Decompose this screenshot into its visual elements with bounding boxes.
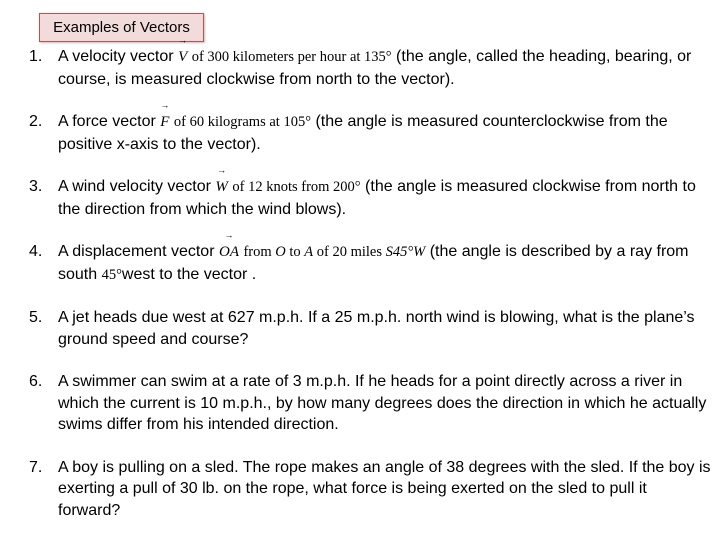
item-text [58, 100, 713, 155]
list-item [29, 371, 713, 436]
item-number: 1. [29, 48, 43, 65]
item-note: (the angle is measured counterclockwise from the positive x-axis to the vector). [58, 113, 668, 153]
angle-value: 45° [101, 266, 122, 283]
vector-symbol: → W [215, 165, 228, 195]
vector-description: of 300 kilometers per hour at 135° [191, 49, 392, 65]
math-word: of 20 miles [316, 244, 382, 260]
item-note: (the angle is described by a ray from south [58, 243, 689, 283]
vector-description: of 12 knots from 200° [232, 179, 361, 195]
item-number: 5. [29, 309, 43, 326]
examples-list [29, 35, 713, 542]
item-note: (the angle, called the heading, bearing, or course, is measured clockwise from north to the vector). [58, 48, 692, 88]
item-text: A boy is pulling on a sled. The rope makes an angle of 38 degrees with the sled. If the boy is exerting a pull of 30 lb. on the rope, what force is being exerted on the sled to pull it forward? [58, 458, 711, 519]
vector-letter: OA [218, 244, 239, 260]
list-item [29, 457, 713, 522]
vector-description: of 60 kilograms at 105° [173, 114, 311, 130]
item-number: 6. [29, 373, 43, 390]
item-text: A swimmer can swim at a rate of 3 m.p.h. If he heads for a point directly across a river in which the current is 10 m.p.h., by how many degrees does the direction in which he actually swims differ from his intended direction. [58, 373, 707, 433]
item-text [58, 35, 713, 90]
vector-letter: F [160, 114, 170, 130]
item-number: 7. [29, 458, 43, 476]
math-word: to [289, 244, 301, 260]
math-point: O [275, 244, 286, 260]
list-item [29, 230, 713, 286]
math-word: from [243, 244, 272, 260]
vector-letter: V [178, 49, 188, 65]
item-text [58, 165, 713, 220]
math-point: A [304, 244, 314, 260]
slide-title: Examples of Vectors [39, 13, 204, 42]
item-note: (the angle is measured clockwise from north to the direction from which the wind blows). [58, 178, 696, 218]
list-item [29, 35, 713, 90]
item-lead: A displacement vector [58, 243, 215, 260]
item-text [58, 230, 713, 286]
list-item [29, 165, 713, 220]
item-number: 2. [29, 113, 43, 130]
list-item [29, 307, 713, 350]
vector-symbol: → F [160, 100, 170, 130]
item-note-end: west to the vector . [121, 265, 257, 283]
item-lead: A velocity vector [58, 48, 174, 65]
vector-letter: W [215, 179, 228, 195]
vector-symbol: → V [178, 35, 188, 65]
math-bearing: S45°W [385, 244, 426, 260]
vector-symbol: → OA [218, 230, 239, 260]
item-number: 4. [29, 243, 43, 260]
vector-description [243, 244, 425, 260]
item-number: 3. [29, 178, 43, 195]
list-item [29, 100, 713, 155]
item-text: A jet heads due west at 627 m.p.h. If a 25 m.p.h. north wind is blowing, what is the plane’s ground speed and course? [58, 309, 695, 348]
item-lead: A force vector [58, 113, 156, 130]
item-lead: A wind velocity vector [58, 178, 211, 195]
